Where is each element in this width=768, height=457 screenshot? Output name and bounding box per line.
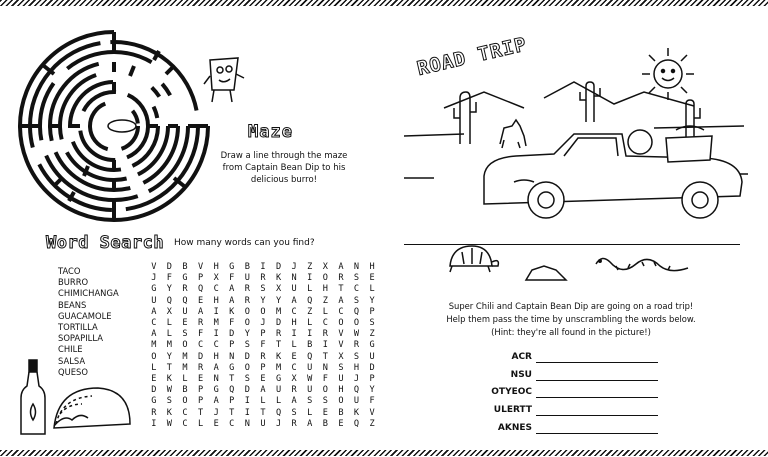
grid-letter[interactable]: H	[213, 295, 219, 306]
grid-letter[interactable]: Z	[322, 295, 328, 306]
grid-row	[146, 396, 380, 407]
grid-letter[interactable]: Y	[244, 329, 250, 340]
grid-letter[interactable]: B	[338, 407, 344, 418]
grid-letter[interactable]: J	[275, 418, 282, 429]
grid-letter[interactable]: A	[291, 295, 297, 306]
grid-letter[interactable]: I	[322, 340, 328, 351]
grid-row	[146, 262, 380, 273]
grid-letter[interactable]: Q	[307, 295, 313, 306]
grid-letter[interactable]: C	[353, 284, 360, 295]
grid-letter[interactable]: V	[151, 262, 157, 272]
grid-letter[interactable]: T	[260, 407, 266, 418]
grid-letter[interactable]: O	[244, 362, 250, 373]
grid-letter[interactable]: K	[166, 407, 172, 418]
rock-icon	[522, 262, 572, 282]
grid-letter[interactable]: R	[275, 329, 282, 340]
grid-row	[146, 385, 380, 396]
grid-letter[interactable]: S	[260, 284, 266, 295]
grid-letter[interactable]: E	[369, 273, 375, 284]
grid-letter[interactable]: D	[197, 351, 204, 362]
grid-letter[interactable]: E	[291, 351, 297, 362]
grid-letter[interactable]: H	[369, 262, 375, 272]
grid-letter[interactable]: P	[197, 273, 204, 284]
grid-letter[interactable]: A	[291, 396, 297, 407]
grid-row	[146, 340, 380, 351]
grid-row	[146, 329, 380, 340]
grid-letter[interactable]: Y	[260, 295, 266, 306]
word-list-item: SALSA	[58, 355, 86, 366]
word-search-title: Word Search	[46, 233, 165, 253]
scrambled-word: AKNES	[497, 423, 532, 433]
grid-letter[interactable]: R	[151, 407, 157, 418]
grid-letter[interactable]: R	[353, 340, 360, 351]
grid-letter[interactable]: U	[244, 273, 250, 284]
grid-letter[interactable]: O	[151, 351, 157, 362]
grid-letter[interactable]: H	[213, 351, 219, 362]
grid-letter[interactable]: E	[182, 318, 188, 329]
grid-letter[interactable]: Q	[182, 295, 188, 306]
grid-letter[interactable]: L	[322, 306, 328, 317]
answer-line[interactable]	[536, 380, 658, 381]
grid-letter[interactable]: S	[182, 329, 188, 340]
road-trip-scene	[404, 78, 748, 238]
word-list-item: SOPAPILLA	[58, 333, 103, 344]
grid-letter[interactable]: N	[244, 418, 250, 429]
grid-letter[interactable]: U	[182, 306, 188, 317]
grid-letter[interactable]: N	[291, 273, 297, 284]
grid-letter[interactable]: C	[182, 407, 188, 418]
scramble-row[interactable]	[472, 423, 672, 437]
grid-letter[interactable]: Z	[307, 262, 313, 272]
grid-letter[interactable]: R	[338, 273, 344, 284]
grid-letter[interactable]: I	[307, 329, 313, 340]
grid-letter[interactable]: L	[307, 284, 313, 295]
top-border	[0, 0, 768, 6]
grid-letter[interactable]: D	[369, 362, 375, 373]
grid-letter[interactable]: O	[338, 396, 344, 407]
grid-letter[interactable]: D	[229, 329, 235, 340]
grid-letter[interactable]: T	[197, 407, 204, 418]
grid-letter[interactable]: J	[213, 407, 219, 418]
grid-letter[interactable]: L	[166, 318, 172, 329]
grid-letter[interactable]: O	[322, 273, 328, 284]
grid-row	[146, 273, 380, 284]
grid-letter[interactable]: X	[275, 284, 282, 295]
grid-letter[interactable]: U	[369, 351, 375, 362]
grid-letter[interactable]: D	[151, 385, 157, 396]
grid-letter[interactable]: S	[369, 318, 375, 329]
scramble-row[interactable]	[472, 352, 672, 366]
grid-letter[interactable]: M	[275, 362, 282, 373]
grid-letter[interactable]: W	[353, 329, 360, 340]
grid-letter[interactable]: X	[338, 351, 344, 362]
grid-letter[interactable]: M	[166, 340, 172, 351]
grid-letter[interactable]: K	[353, 407, 360, 418]
grid-letter[interactable]: T	[322, 351, 328, 362]
grid-letter[interactable]: E	[213, 418, 219, 429]
grid-letter[interactable]: O	[244, 306, 250, 317]
scrambled-word: OTYEOC	[491, 387, 532, 397]
word-list-item: CHILE	[58, 344, 83, 355]
grid-letter[interactable]: P	[197, 385, 204, 396]
scrambled-word: NSU	[510, 370, 532, 380]
grid-letter[interactable]: R	[291, 385, 297, 396]
grid-letter[interactable]: H	[213, 262, 219, 272]
grid-letter[interactable]: N	[213, 374, 219, 385]
grid-letter[interactable]: C	[338, 306, 344, 317]
grid-letter[interactable]: A	[338, 262, 344, 272]
grid-letter[interactable]: I	[291, 329, 297, 340]
grid-letter[interactable]: X	[322, 262, 328, 272]
grid-letter[interactable]: Z	[369, 329, 375, 340]
grid-letter[interactable]: L	[166, 329, 172, 340]
grid-letter[interactable]: G	[275, 374, 282, 385]
grid-letter[interactable]: A	[151, 306, 157, 317]
grid-letter[interactable]: P	[229, 340, 235, 351]
grid-letter[interactable]: P	[260, 329, 266, 340]
grid-letter[interactable]: G	[182, 273, 188, 284]
grid-letter[interactable]: R	[260, 273, 266, 284]
grid-letter[interactable]: X	[291, 374, 297, 385]
grid-letter[interactable]: K	[229, 306, 235, 317]
grid-letter[interactable]: S	[353, 295, 360, 306]
grid-letter[interactable]: V	[338, 340, 344, 351]
grid-letter[interactable]: P	[229, 396, 235, 407]
grid-letter[interactable]: A	[197, 306, 204, 317]
maze-title: Maze	[248, 122, 293, 142]
bean-dip-character-icon	[200, 54, 252, 106]
grid-letter[interactable]: F	[322, 374, 328, 385]
grid-letter[interactable]: R	[197, 318, 204, 329]
grid-letter[interactable]: P	[369, 306, 375, 317]
grid-letter[interactable]: C	[229, 418, 235, 429]
scrambled-word: ULERTT	[493, 405, 532, 415]
grid-letter[interactable]: I	[151, 418, 157, 429]
grid-letter[interactable]: W	[166, 385, 172, 396]
grid-letter[interactable]: C	[197, 340, 204, 351]
grid-letter[interactable]: L	[307, 407, 313, 418]
grid-letter[interactable]: U	[291, 284, 297, 295]
grid-letter[interactable]: S	[307, 396, 313, 407]
grid-letter[interactable]: U	[275, 385, 282, 396]
grid-letter[interactable]: F	[229, 273, 235, 284]
grid-row	[146, 284, 380, 295]
grid-letter[interactable]: N	[353, 262, 360, 272]
grid-letter[interactable]: O	[353, 318, 360, 329]
scramble-row[interactable]	[472, 370, 672, 384]
grid-letter[interactable]: Q	[229, 385, 235, 396]
grid-letter[interactable]: H	[291, 318, 297, 329]
grid-letter[interactable]: H	[322, 284, 328, 295]
grid-letter[interactable]: L	[307, 318, 313, 329]
grid-letter[interactable]: L	[369, 284, 375, 295]
grid-letter[interactable]: D	[275, 262, 282, 272]
grid-letter[interactable]: K	[275, 273, 282, 284]
grid-letter[interactable]: F	[229, 318, 235, 329]
grid-letter[interactable]: Q	[353, 418, 360, 429]
grid-letter[interactable]: I	[244, 396, 250, 407]
answer-line[interactable]	[536, 397, 658, 398]
scramble-row[interactable]	[472, 387, 672, 401]
grid-letter[interactable]: I	[244, 407, 250, 418]
grid-letter[interactable]: V	[338, 329, 344, 340]
grid-letter[interactable]: E	[197, 295, 204, 306]
grid-letter[interactable]: F	[166, 273, 172, 284]
grid-letter[interactable]: N	[322, 362, 328, 373]
taco-icon	[48, 384, 134, 432]
bottom-border	[0, 450, 768, 456]
grid-letter[interactable]: B	[182, 262, 188, 272]
word-list-item: TORTILLA	[58, 322, 98, 333]
grid-letter[interactable]: S	[166, 396, 172, 407]
grid-letter[interactable]: C	[151, 318, 157, 329]
word-list	[58, 266, 119, 378]
grid-letter[interactable]: O	[338, 318, 344, 329]
grid-letter[interactable]: Q	[307, 351, 313, 362]
grid-letter[interactable]: J	[291, 262, 297, 272]
grid-letter[interactable]: D	[275, 318, 282, 329]
grid-letter[interactable]: R	[182, 284, 188, 295]
grid-letter[interactable]: Y	[166, 351, 172, 362]
grid-letter[interactable]: X	[213, 273, 219, 284]
grid-letter[interactable]: F	[369, 396, 375, 407]
grid-letter[interactable]: G	[369, 340, 375, 351]
grid-letter[interactable]: Q	[275, 407, 282, 418]
grid-row	[146, 408, 380, 419]
grid-letter[interactable]: O	[322, 385, 328, 396]
grid-letter[interactable]: C	[182, 418, 188, 429]
grid-letter[interactable]: Y	[166, 284, 172, 295]
grid-letter[interactable]: B	[182, 385, 188, 396]
grid-letter[interactable]: A	[260, 385, 266, 396]
grid-letter[interactable]: U	[338, 374, 344, 385]
grid-letter[interactable]: R	[244, 295, 250, 306]
grid-letter[interactable]: C	[291, 362, 297, 373]
grid-letter[interactable]: R	[244, 284, 250, 295]
grid-letter[interactable]: W	[166, 418, 172, 429]
grid-letter[interactable]: U	[353, 396, 360, 407]
grid-letter[interactable]: E	[197, 374, 204, 385]
grid-letter[interactable]: L	[151, 362, 157, 373]
grid-letter[interactable]: V	[197, 262, 204, 272]
grid-letter[interactable]: W	[307, 374, 313, 385]
grid-letter[interactable]: I	[260, 262, 266, 272]
grid-letter[interactable]: F	[260, 340, 266, 351]
grid-letter[interactable]: S	[244, 340, 250, 351]
scramble-row[interactable]	[472, 405, 672, 419]
grid-letter[interactable]: K	[275, 351, 282, 362]
grid-letter[interactable]: P	[197, 396, 204, 407]
grid-letter[interactable]: S	[338, 362, 344, 373]
grid-letter[interactable]: G	[151, 284, 157, 295]
word-list-item: BURRO	[58, 277, 89, 288]
grid-letter[interactable]: L	[275, 396, 282, 407]
grid-letter[interactable]: C	[213, 284, 219, 295]
grid-letter[interactable]: G	[151, 396, 157, 407]
grid-letter[interactable]: U	[307, 385, 313, 396]
grid-letter[interactable]: G	[229, 262, 235, 272]
word-list-item: CHIMICHANGA	[58, 288, 119, 299]
grid-letter[interactable]: T	[275, 340, 282, 351]
grid-letter[interactable]: M	[182, 362, 188, 373]
grid-letter[interactable]: B	[322, 418, 328, 429]
grid-letter[interactable]: I	[307, 273, 313, 284]
grid-letter[interactable]: N	[229, 351, 235, 362]
instruction-line: (Hint: they're all found in the picture!)	[491, 327, 651, 337]
grid-letter[interactable]: K	[166, 374, 172, 385]
grid-letter[interactable]: Q	[353, 306, 360, 317]
word-list-item: TACO	[58, 266, 81, 276]
grid-letter[interactable]: Y	[369, 295, 375, 306]
word-search-grid[interactable]	[146, 262, 380, 430]
grid-letter[interactable]: R	[260, 351, 266, 362]
answer-line[interactable]	[536, 433, 658, 434]
word-search-question: How many words can you find?	[174, 238, 315, 248]
grid-letter[interactable]: Y	[369, 385, 375, 396]
grid-letter[interactable]: J	[151, 273, 157, 284]
grid-letter[interactable]: Y	[275, 295, 282, 306]
grid-letter[interactable]: A	[213, 362, 219, 373]
grid-letter[interactable]: D	[166, 262, 172, 272]
grid-letter[interactable]: O	[182, 340, 188, 351]
word-list-item: GUACAMOLE	[58, 310, 112, 321]
grid-letter[interactable]: S	[244, 374, 250, 385]
grid-letter[interactable]: B	[307, 340, 313, 351]
grid-letter[interactable]: H	[353, 362, 360, 373]
maze-description: Draw a line through the maze from Captain Bean Dip to his delicious burro!	[220, 151, 348, 185]
hot-sauce-bottle-icon	[18, 358, 48, 438]
grid-letter[interactable]: U	[307, 362, 313, 373]
road-trip-instructions	[406, 300, 736, 339]
grid-letter[interactable]: U	[151, 295, 157, 306]
grid-letter[interactable]: S	[353, 351, 360, 362]
grid-letter[interactable]: G	[213, 385, 219, 396]
grid-letter[interactable]: R	[291, 418, 297, 429]
grid-letter[interactable]: D	[244, 385, 250, 396]
grid-letter[interactable]: J	[260, 318, 266, 329]
word-list-item: BEANS	[58, 299, 87, 310]
grid-letter[interactable]: C	[213, 340, 219, 351]
word-list-item: QUESO	[58, 366, 88, 377]
grid-letter[interactable]: Z	[369, 418, 375, 429]
grid-letter[interactable]: O	[244, 318, 250, 329]
grid-row	[146, 419, 380, 430]
grid-letter[interactable]: R	[322, 329, 328, 340]
grid-row	[146, 296, 380, 307]
grid-letter[interactable]: T	[338, 284, 344, 295]
grid-letter[interactable]: E	[151, 374, 157, 385]
grid-letter[interactable]: Z	[307, 306, 313, 317]
grid-letter[interactable]: L	[197, 418, 204, 429]
grid-letter[interactable]: G	[229, 362, 235, 373]
grid-letter[interactable]: T	[229, 407, 235, 418]
grid-letter[interactable]: U	[260, 418, 266, 429]
grid-letter[interactable]: L	[260, 396, 266, 407]
grid-letter[interactable]: F	[197, 329, 204, 340]
grid-letter[interactable]: X	[166, 306, 172, 317]
grid-letter[interactable]: L	[182, 374, 188, 385]
grid-letter[interactable]: O	[260, 306, 266, 317]
grid-letter[interactable]: O	[182, 396, 188, 407]
grid-letter[interactable]: P	[260, 362, 266, 373]
grid-row	[146, 352, 380, 363]
grid-letter[interactable]: A	[229, 284, 235, 295]
grid-letter[interactable]: T	[229, 374, 235, 385]
grid-letter[interactable]: I	[213, 329, 219, 340]
grid-letter[interactable]: A	[229, 295, 235, 306]
grid-row	[146, 374, 380, 385]
grid-letter[interactable]: A	[151, 329, 157, 340]
grid-letter[interactable]: T	[166, 362, 172, 373]
grid-row	[146, 318, 380, 329]
grid-letter[interactable]: A	[213, 396, 219, 407]
grid-letter[interactable]: A	[338, 295, 344, 306]
grid-letter[interactable]: B	[244, 262, 250, 272]
road-trip-title: ROAD TRIP	[415, 33, 530, 80]
grid-letter[interactable]: S	[353, 273, 360, 284]
grid-letter[interactable]: H	[338, 385, 344, 396]
grid-letter[interactable]: Q	[166, 295, 172, 306]
grid-letter[interactable]: Q	[197, 284, 204, 295]
grid-letter[interactable]: I	[213, 306, 219, 317]
grid-letter[interactable]: S	[322, 396, 328, 407]
grid-letter[interactable]: M	[151, 340, 157, 351]
grid-letter[interactable]: S	[291, 407, 297, 418]
grid-letter[interactable]: M	[275, 306, 282, 317]
answer-line[interactable]	[536, 362, 658, 363]
instruction-line: Super Chili and Captain Bean Dip are going on a road trip!	[448, 301, 694, 311]
grid-letter[interactable]: A	[307, 418, 313, 429]
grid-letter[interactable]: R	[197, 362, 204, 373]
grid-letter[interactable]: C	[291, 306, 297, 317]
instruction-line: Help them pass the time by unscrambling the words below.	[446, 314, 696, 324]
grid-letter[interactable]: C	[322, 318, 328, 329]
grid-letter[interactable]: E	[338, 418, 344, 429]
answer-line[interactable]	[536, 415, 658, 416]
grid-letter[interactable]: D	[244, 351, 250, 362]
grid-letter[interactable]: L	[291, 340, 297, 351]
grid-letter[interactable]: P	[369, 374, 375, 385]
grid-row	[146, 307, 380, 318]
grid-row	[146, 363, 380, 374]
snake-icon	[592, 252, 692, 280]
grid-letter[interactable]: Q	[353, 385, 360, 396]
turtle-icon	[442, 240, 502, 276]
scrambled-word: ACR	[511, 352, 532, 362]
grid-letter[interactable]: M	[182, 351, 188, 362]
maze-graphic[interactable]	[14, 26, 214, 226]
grid-letter[interactable]: V	[369, 407, 375, 418]
grid-letter[interactable]: E	[322, 407, 328, 418]
grid-letter[interactable]: E	[260, 374, 266, 385]
grid-letter[interactable]: J	[353, 374, 360, 385]
grid-letter[interactable]: M	[213, 318, 219, 329]
